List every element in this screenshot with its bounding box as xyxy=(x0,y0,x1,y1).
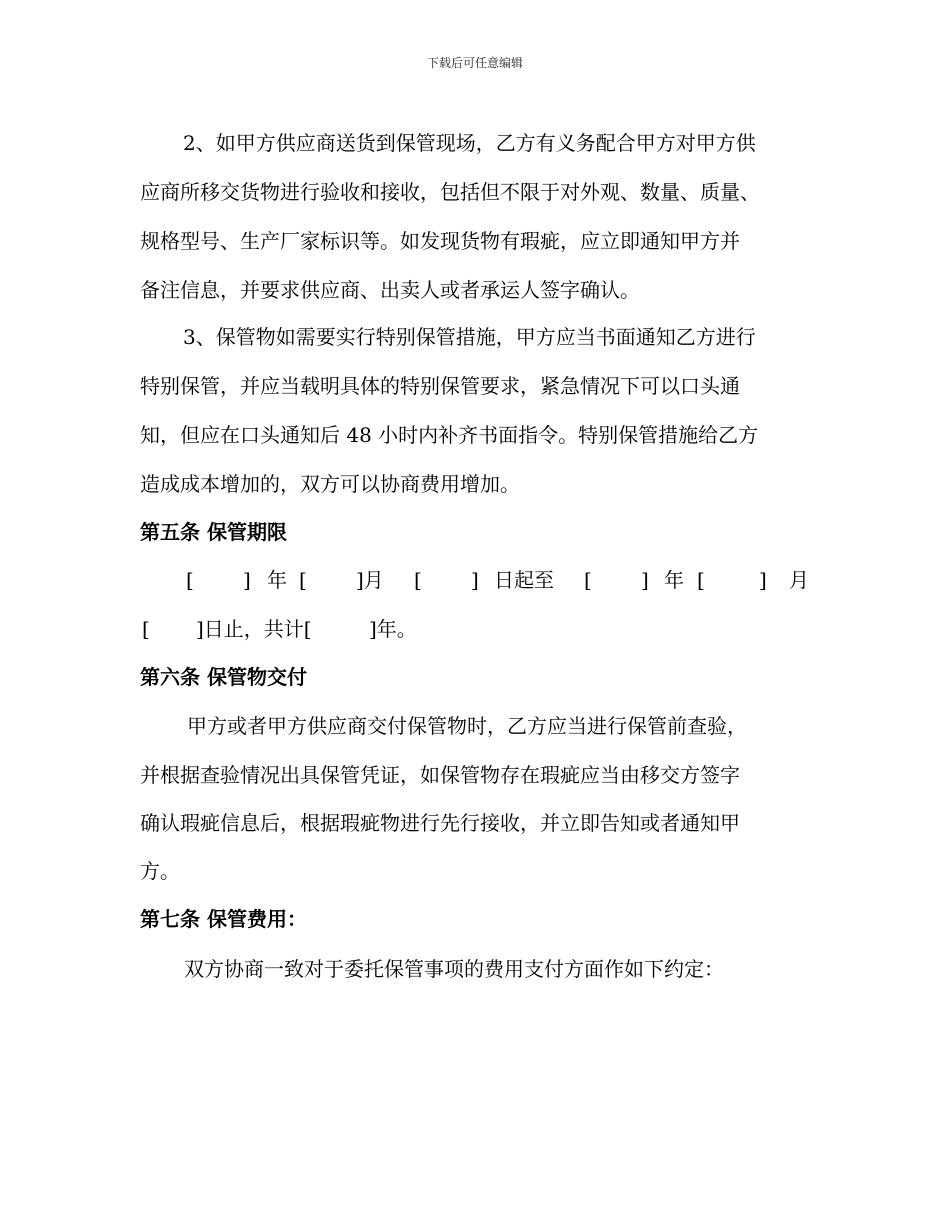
clause7-heading: 第七条 保管费用： xyxy=(140,907,307,931)
clause7-line1: 双方协商一致对于委托保管事项的费用支付方面作如下约定： xyxy=(184,957,724,981)
clause4-item2-line1: 2、如甲方供应商送货到保管现场，乙方有义务配合甲方对甲方供 xyxy=(183,131,756,155)
clause5-heading: 第五条 保管期限 xyxy=(140,520,287,544)
bracket: ] xyxy=(641,568,649,592)
clause6-heading: 第六条 保管物交付 xyxy=(140,665,307,689)
bracket: [ xyxy=(697,568,705,592)
text-year: 年 xyxy=(664,568,684,592)
bracket: ] xyxy=(759,568,767,592)
bracket: [ xyxy=(186,568,194,592)
bracket: ] xyxy=(471,568,479,592)
bracket: [ xyxy=(414,568,422,592)
bracket: ] xyxy=(243,568,251,592)
text-from-day-to: 日起至 xyxy=(494,568,554,592)
text-years-end: ]年。 xyxy=(369,617,417,641)
bracket: [ xyxy=(584,568,592,592)
clause6-line4: 方。 xyxy=(140,859,180,883)
clause4-item3-line4: 造成成本增加的，双方可以协商费用增加。 xyxy=(140,472,520,496)
text-month: ]月 xyxy=(356,568,384,592)
page-header: 下载后可任意编辑 xyxy=(426,56,523,70)
bracket: [ xyxy=(299,568,307,592)
bracket: [ xyxy=(142,617,150,641)
clause4-item2-line2: 应商所移交货物进行验收和接收，包括但不限于对外观、数量、质量、 xyxy=(140,180,760,204)
clause4-item3-line1: 3、保管物如需要实行特别保管措施，甲方应当书面通知乙方进行 xyxy=(183,325,756,349)
clause6-line1: 甲方或者甲方供应商交付保管物时，乙方应当进行保管前查验， xyxy=(187,714,747,738)
text-month: 月 xyxy=(789,568,809,592)
clause4-item2-line3: 规格型号、生产厂家标识等。如发现货物有瑕疵，应立即通知甲方并 xyxy=(140,229,740,253)
text-until-total: ]日止，共计[ xyxy=(196,617,312,641)
clause4-item3-line3: 知，但应在口头通知后 48 小时内补齐书面指令。特别保管措施给乙方 xyxy=(140,423,759,447)
text-year: 年 xyxy=(267,568,287,592)
clause6-line2: 并根据查验情况出具保管凭证，如保管物存在瑕疵应当由移交方签字 xyxy=(140,763,740,787)
clause6-line3: 确认瑕疵信息后，根据瑕疵物进行先行接收，并立即告知或者通知甲 xyxy=(140,811,740,835)
clause4-item2-line4: 备注信息，并要求供应商、出卖人或者承运人签字确认。 xyxy=(140,278,640,302)
clause4-item3-line2: 特别保管，并应当载明具体的特别保管要求，紧急情况下可以口头通 xyxy=(140,374,740,398)
